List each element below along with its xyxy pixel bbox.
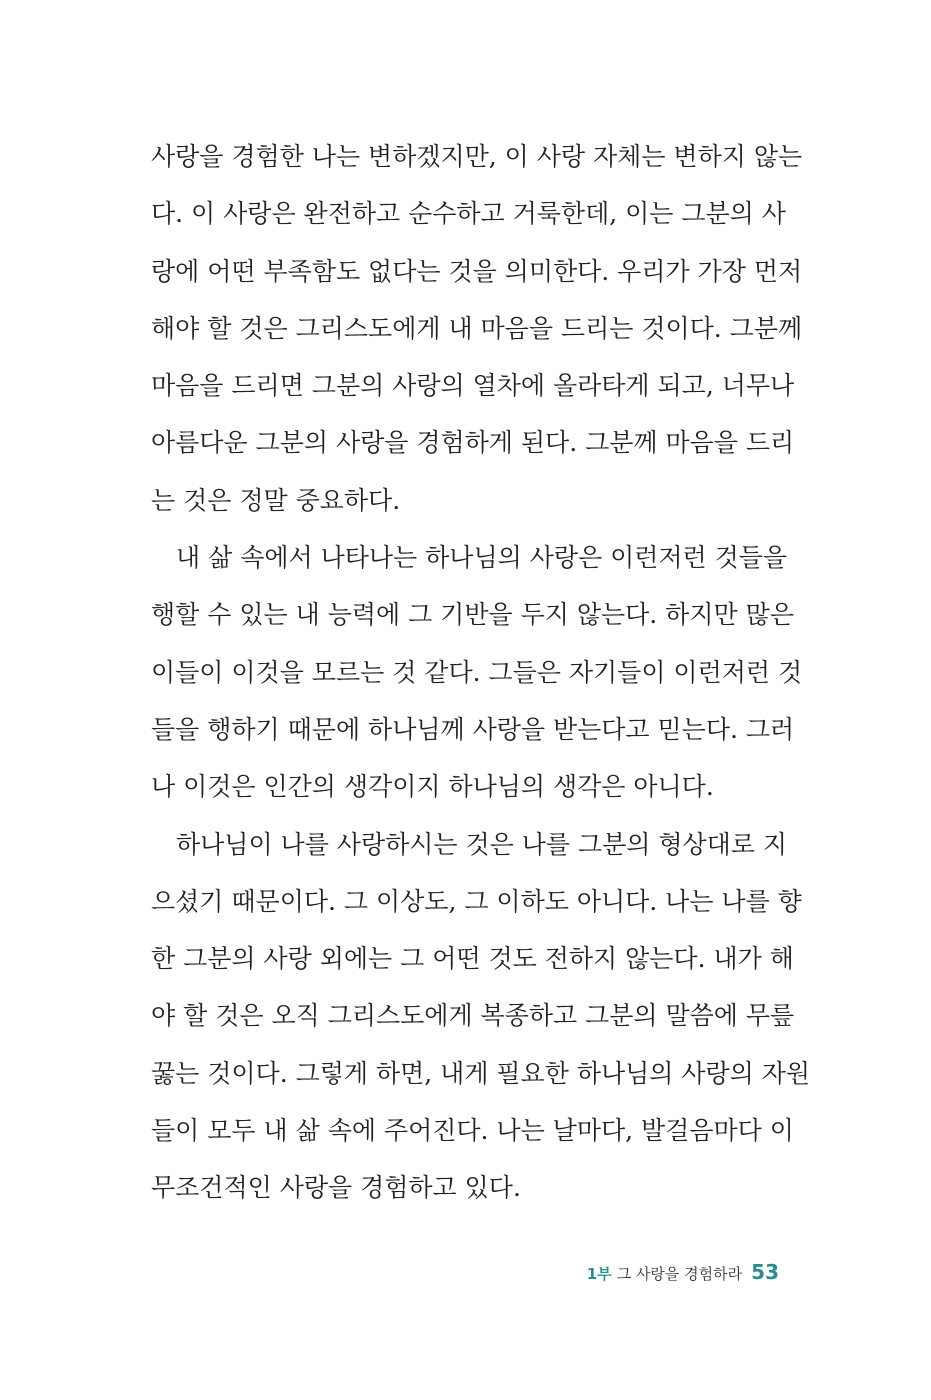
text-line: 한 그분의 사랑 외에는 그 어떤 것도 전하지 않는다. 내가 해 — [151, 944, 794, 974]
page-number: 53 — [751, 1260, 779, 1284]
part-label: 1부 — [586, 1265, 612, 1283]
text-line: 마음을 드리면 그분의 사랑의 열차에 올라타게 되고, 너무나 — [151, 371, 795, 401]
text-line: 하나님이 나를 사랑하시는 것은 나를 그분의 형상대로 지 — [176, 829, 788, 859]
text-line: 야 할 것은 오직 그리스도에게 복종하고 그분의 말씀에 무릎 — [151, 1001, 795, 1031]
text-line: 행할 수 있는 내 능력에 그 기반을 두지 않는다. 하지만 많은 — [151, 600, 794, 630]
text-line: 다. 이 사랑은 완전하고 순수하고 거룩한데, 이는 그분의 사 — [151, 199, 786, 229]
text-line: 이들이 이것을 모르는 것 같다. 그들은 자기들이 이런저런 것 — [151, 657, 803, 687]
text-line: 으셨기 때문이다. 그 이상도, 그 이하도 아니다. 나는 나를 향 — [151, 886, 802, 916]
text-line: 내 삶 속에서 나타나는 하나님의 사랑은 이런저런 것들을 — [176, 543, 788, 573]
text-line: 들이 모두 내 삶 속에 주어진다. 나는 날마다, 발걸음마다 이 — [151, 1116, 794, 1146]
text-line: 무조건적인 사랑을 경험하고 있다. — [151, 1173, 521, 1203]
text-line: 들을 행하기 때문에 하나님께 사랑을 받는다고 믿는다. 그러 — [151, 714, 795, 744]
text-line: 아름다운 그분의 사랑을 경험하게 된다. 그분께 마음을 드리 — [151, 428, 795, 458]
text-line: 꿇는 것이다. 그렇게 하면, 내게 필요한 하나님의 사랑의 자원 — [151, 1058, 811, 1088]
chapter-title: 그 사랑을 경험하라 — [616, 1265, 743, 1283]
text-line: 랑에 어떤 부족함도 없다는 것을 의미한다. 우리가 가장 먼저 — [151, 256, 803, 286]
body-text — [151, 128, 811, 1217]
text-line: 해야 할 것은 그리스도에게 내 마음을 드리는 것이다. 그분께 — [151, 313, 803, 343]
text-line: 사랑을 경험한 나는 변하겠지만, 이 사랑 자체는 변하지 않는 — [151, 142, 803, 171]
page-footer — [587, 1260, 779, 1284]
text-line: 나 이것은 인간의 생각이지 하나님의 생각은 아니다. — [151, 772, 714, 802]
text-line: 는 것은 정말 중요하다. — [151, 485, 401, 515]
